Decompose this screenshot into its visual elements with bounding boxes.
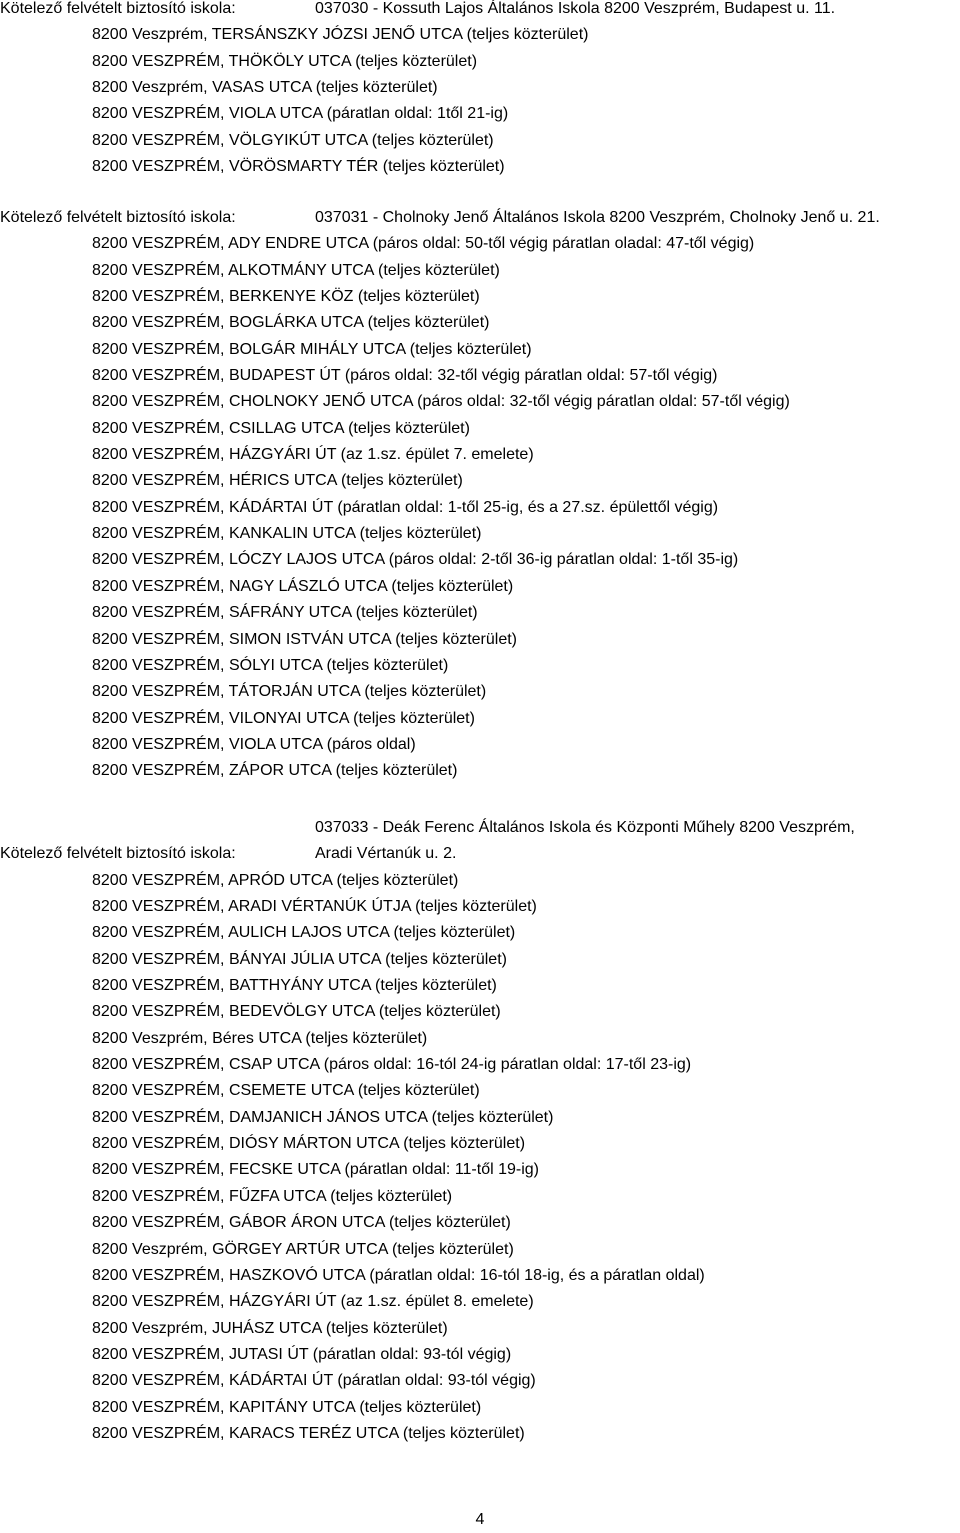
street-item: 8200 VESZPRÉM, KANKALIN UTCA (teljes közterület)	[92, 525, 482, 543]
street-item: 8200 VESZPRÉM, VIOLA UTCA (páratlan oldal: 1től 21-ig)	[92, 105, 509, 123]
street-item: 8200 VESZPRÉM, HÁZGYÁRI ÚT (az 1.sz. épület 7. emelete)	[92, 446, 534, 464]
street-list	[0, 868, 960, 1448]
street-item: 8200 VESZPRÉM, KAPITÁNY UTCA (teljes közterület)	[92, 1398, 482, 1416]
street-item: 8200 VESZPRÉM, VÖLGYIKÚT UTCA (teljes közterület)	[92, 131, 494, 149]
street-item: 8200 VESZPRÉM, GÁBOR ÁRON UTCA (teljes közterület)	[92, 1214, 511, 1232]
school-name-line: Aradi Vértanúk u. 2.	[315, 845, 457, 863]
school-header	[0, 205, 960, 231]
school-name-line: 037031 - Cholnoky Jenő Általános Iskola 8200 Veszprém, Cholnoky Jenő u. 21.	[315, 209, 880, 226]
street-item: 8200 VESZPRÉM, SÁFRÁNY UTCA (teljes közterület)	[92, 604, 478, 622]
street-list	[0, 231, 960, 784]
street-item: 8200 VESZPRÉM, SIMON ISTVÁN UTCA (teljes közterület)	[92, 630, 518, 648]
school-name-line: 037033 - Deák Ferenc Általános Iskola és Központi Műhely 8200 Veszprém,	[315, 819, 855, 836]
street-item: 8200 VESZPRÉM, BÁNYAI JÚLIA UTCA (teljes közterület)	[92, 950, 507, 968]
street-item: 8200 VESZPRÉM, CHOLNOKY JENŐ UTCA (páros oldal: 32-től végig páratlan oldal: 57-től végig)	[92, 393, 790, 411]
school-name	[315, 815, 955, 868]
street-item: 8200 VESZPRÉM, ARADI VÉRTANÚK ÚTJA (teljes közterület)	[92, 898, 537, 916]
street-item: 8200 VESZPRÉM, BUDAPEST ÚT (páros oldal: 32-től végig páratlan oldal: 57-től végig)	[92, 367, 718, 385]
street-item: 8200 VESZPRÉM, DAMJANICH JÁNOS UTCA (teljes közterület)	[92, 1108, 554, 1126]
street-item: 8200 VESZPRÉM, CSAP UTCA (páros oldal: 16-tól 24-ig páratlan oldal: 17-től 23-ig)	[92, 1056, 692, 1074]
school-block-cholnoky	[0, 205, 960, 785]
school-block-kossuth	[0, 0, 960, 180]
street-item: 8200 VESZPRÉM, KARACS TERÉZ UTCA (teljes közterület)	[92, 1424, 525, 1442]
street-item: 8200 Veszprém, Béres UTCA (teljes közterület)	[92, 1029, 428, 1047]
street-item: 8200 VESZPRÉM, ZÁPOR UTCA (teljes közterület)	[92, 762, 458, 780]
page-number: 4	[475, 1511, 485, 1528]
school-header	[0, 0, 960, 22]
school-block-deak	[0, 815, 960, 1447]
street-item: 8200 VESZPRÉM, BATTHYÁNY UTCA (teljes közterület)	[92, 977, 497, 995]
street-item: 8200 VESZPRÉM, NAGY LÁSZLÓ UTCA (teljes közterület)	[92, 577, 514, 595]
street-item: 8200 VESZPRÉM, VIOLA UTCA (páros oldal)	[92, 735, 416, 753]
street-item: 8200 VESZPRÉM, THÖKÖLY UTCA (teljes közterület)	[92, 52, 478, 70]
street-item: 8200 VESZPRÉM, LÓCZY LAJOS UTCA (páros oldal: 2-től 36-ig páratlan oldal: 1-től 35-ig)	[92, 551, 739, 569]
street-list	[0, 22, 960, 180]
street-item: 8200 VESZPRÉM, BOLGÁR MIHÁLY UTCA (teljes közterület)	[92, 340, 532, 358]
street-item: 8200 VESZPRÉM, TÁTORJÁN UTCA (teljes közterület)	[92, 683, 487, 701]
school-header-label: Kötelező felvételt biztosító iskola:	[0, 0, 236, 17]
street-item: 8200 Veszprém, GÖRGEY ARTÚR UTCA (teljes közterület)	[92, 1240, 514, 1258]
street-item: 8200 VESZPRÉM, HASZKOVÓ UTCA (páratlan oldal: 16-tól 18-ig, és a páratlan oldal)	[92, 1266, 705, 1284]
school-header-label: Kötelező felvételt biztosító iskola:	[0, 845, 236, 863]
street-item: 8200 VESZPRÉM, FECSKE UTCA (páratlan oldal: 11-től 19-ig)	[92, 1161, 539, 1179]
street-item: 8200 VESZPRÉM, BERKENYE KÖZ (teljes közterület)	[92, 288, 480, 306]
school-name	[315, 0, 955, 22]
street-item: 8200 Veszprém, JUHÁSZ UTCA (teljes közterület)	[92, 1319, 448, 1337]
school-header-label: Kötelező felvételt biztosító iskola:	[0, 209, 236, 226]
street-item: 8200 VESZPRÉM, AULICH LAJOS UTCA (teljes közterület)	[92, 924, 516, 942]
street-item: 8200 VESZPRÉM, HÁZGYÁRI ÚT (az 1.sz. épület 8. emelete)	[92, 1293, 534, 1311]
street-item: 8200 VESZPRÉM, CSEMETE UTCA (teljes közterület)	[92, 1082, 480, 1100]
street-item: 8200 VESZPRÉM, DIÓSY MÁRTON UTCA (teljes közterület)	[92, 1135, 526, 1153]
street-item: 8200 VESZPRÉM, BOGLÁRKA UTCA (teljes közterület)	[92, 314, 490, 332]
street-item: 8200 VESZPRÉM, JUTASI ÚT (páratlan oldal: 93-tól végig)	[92, 1345, 512, 1363]
street-item: 8200 VESZPRÉM, KÁDÁRTAI ÚT (páratlan oldal: 1-től 25-ig, és a 27.sz. épülettől végig)	[92, 498, 719, 516]
street-item: 8200 Veszprém, VASAS UTCA (teljes közterület)	[92, 79, 438, 97]
street-item: 8200 VESZPRÉM, APRÓD UTCA (teljes közterület)	[92, 871, 459, 889]
street-item: 8200 VESZPRÉM, HÉRICS UTCA (teljes közterület)	[92, 472, 463, 490]
street-item: 8200 VESZPRÉM, KÁDÁRTAI ÚT (páratlan oldal: 93-tól végig)	[92, 1372, 536, 1390]
street-item: 8200 VESZPRÉM, BEDEVÖLGY UTCA (teljes közterület)	[92, 1003, 501, 1021]
street-item: 8200 VESZPRÉM, SÓLYI UTCA (teljes közterület)	[92, 656, 449, 674]
street-item: 8200 VESZPRÉM, FŰZFA UTCA (teljes közterület)	[92, 1187, 453, 1205]
school-name-line: 037030 - Kossuth Lajos Általános Iskola 8200 Veszprém, Budapest u. 11.	[315, 0, 836, 17]
school-name	[315, 205, 955, 231]
street-item: 8200 VESZPRÉM, CSILLAG UTCA (teljes közterület)	[92, 419, 470, 437]
street-item: 8200 VESZPRÉM, VILONYAI UTCA (teljes közterület)	[92, 709, 475, 727]
street-item: 8200 VESZPRÉM, VÖRÖSMARTY TÉR (teljes közterület)	[92, 158, 505, 176]
street-item: 8200 VESZPRÉM, ADY ENDRE UTCA (páros oldal: 50-től végig páratlan oladal: 47-től végig)	[92, 235, 755, 253]
school-header	[0, 815, 960, 868]
street-item: 8200 VESZPRÉM, ALKOTMÁNY UTCA (teljes közterület)	[92, 261, 500, 279]
street-item: 8200 Veszprém, TERSÁNSZKY JÓZSI JENŐ UTCA (teljes közterület)	[92, 26, 589, 44]
